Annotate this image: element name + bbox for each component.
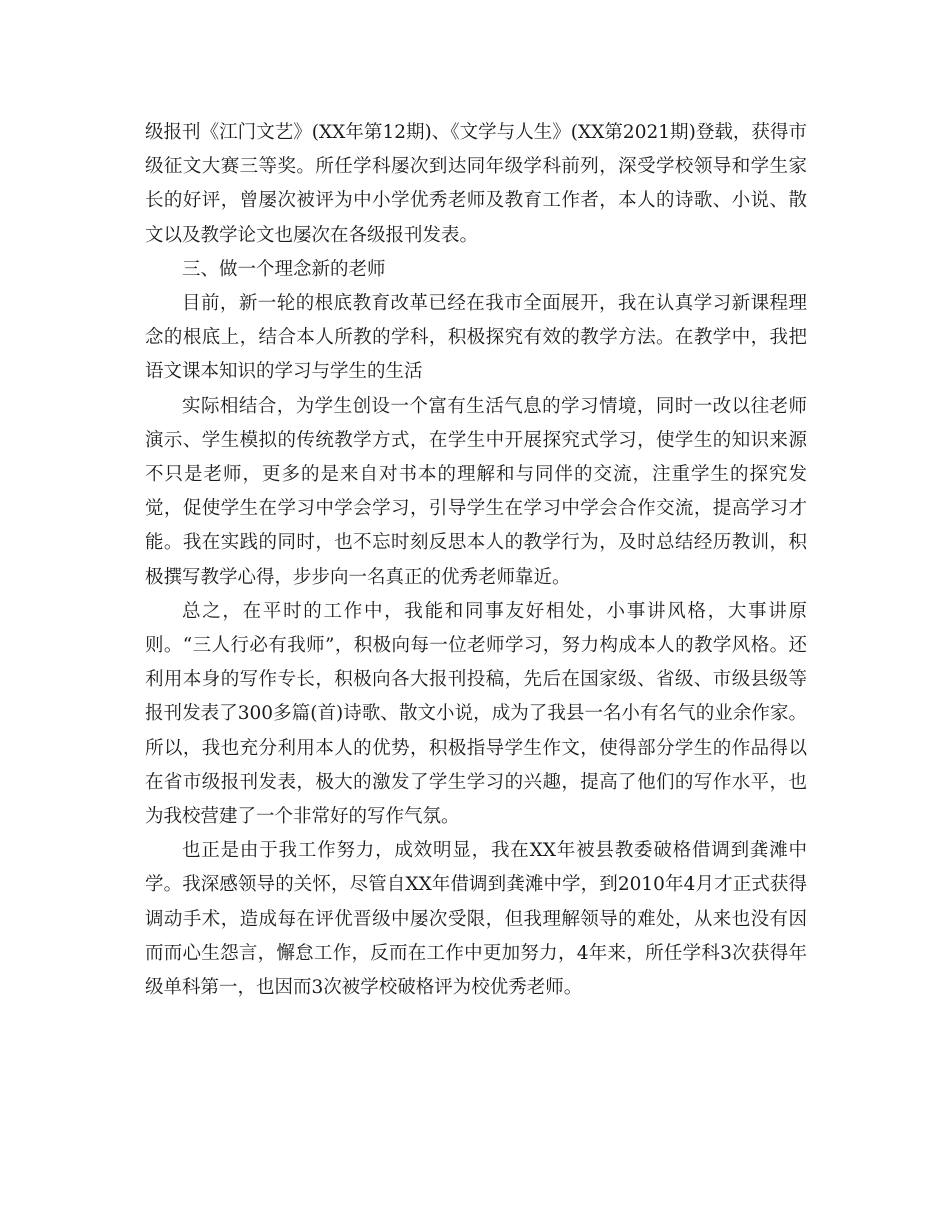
document-body xyxy=(145,116,807,1005)
paragraph-continuation: 级报刊《江门文艺》(XX年第12期)、《文学与人生》(XX第2021期)登载，获得市级征文大赛三等奖。所任学科屡次到达同年级学科前列，深受学校领导和学生家长的好评，曾屡次被评为中小学优秀老师及教育工作者，本人的诗歌、小说、散文以及教学论文也屡次在各级报刊发表。 xyxy=(145,122,807,246)
paragraph: 总之，在平时的工作中，我能和同事友好相处，小事讲风格，大事讲原则。“三人行必有我师”，积极向每一位老师学习，努力构成本人的教学风格。还利用本身的写作专长，积极向各大报刊投稿，先后在国家级、省级、市级县级等报刊发表了300多篇(首)诗歌、散文小说，成为了我县一名小有名气的业余作家。所以，我也充分利用本人的优势，积极指导学生作文，使得部分学生的作品得以在省市级报刊发表，极大的激发了学生学习的兴趣，提高了他们的写作水平，也为我校营建了一个非常好的写作气氛。 xyxy=(145,600,807,828)
paragraph: 目前，新一轮的根底教育改革已经在我市全面展开，我在认真学习新课程理念的根底上，结合本人所教的学科，积极探究有效的教学方法。在教学中，我把语文课本知识的学习与学生的生活 xyxy=(145,293,807,383)
paragraph: 也正是由于我工作努力，成效明显，我在XX年被县教委破格借调到龚滩中学。我深感领导的关怀，尽管自XX年借调到龚滩中学，到2010年4月才正式获得调动手术，造成每在评优晋级中屡次受限，但我理解领导的难处，从来也没有因而而心生怨言，懈怠工作，反而在工作中更加努力，4年来，所任学科3次获得年级单科第一，也因而3次被学校破格评为校优秀老师。 xyxy=(145,840,807,999)
section-heading: 三、做一个理念新的老师 xyxy=(182,258,386,280)
paragraph: 实际相结合，为学生创设一个富有生活气息的学习情境，同时一改以往老师演示、学生模拟的传统教学方式，在学生中开展探究式学习，使学生的知识来源不只是老师，更多的是来自对书本的理解和与同伴的交流，注重学生的探究发觉，促使学生在学习中学会学习，引导学生在学习中学会合作交流，提高学习才能。我在实践的同时，也不忘时刻反思本人的教学行为，及时总结经历教训，积极撰写教学心得，步步向一名真正的优秀老师靠近。 xyxy=(145,395,807,588)
